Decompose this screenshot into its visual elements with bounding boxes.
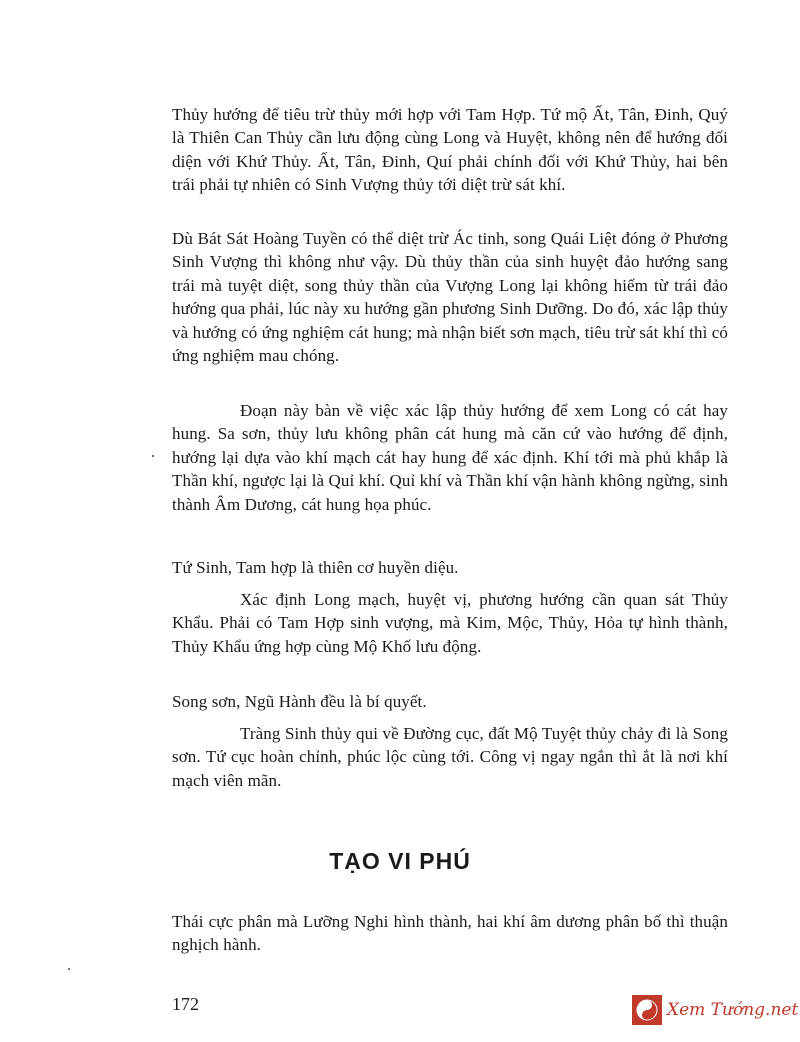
paragraph-4: Tứ Sinh, Tam hợp là thiên cơ huyền diệu. <box>172 558 459 577</box>
yin-yang-icon <box>632 995 662 1025</box>
watermark-text: Xem Tướng.net <box>667 1000 799 1020</box>
paragraph-5: Xác định Long mạch, huyệt vị, phương hướng cần quan sát Thủy Khẩu. Phải có Tam Hợp sinh vượng, mà Kim, Mộc, Thủy, Hỏa tự hình thành, Thủy Khẩu ứng hợp cùng Mộ Khố lưu động. <box>172 590 728 656</box>
paragraph-8: Thái cực phân mà Lưỡng Nghi hình thành, hai khí âm dương phân bố thì thuận nghịch hành. <box>172 912 728 955</box>
section-heading: TẠO VI PHÚ <box>329 848 471 874</box>
paragraph-3: Đoạn này bàn về việc xác lập thủy hướng để xem Long có cát hay hung. Sa sơn, thủy lưu không phân cát hung mà căn cứ vào hướng để định, hướng lại dựa vào khí mạch cát hay hung để xác định. Khí tới mà phủ khắp là Thần khí, ngược lại là Quỉ khí. Quỉ khí và Thần khí vận hành không ngừng, sinh thành Âm Dương, cát hung họa phúc. <box>172 401 728 514</box>
watermark <box>632 990 799 1030</box>
scan-speck <box>68 968 70 970</box>
paragraph-2: Dù Bát Sát Hoàng Tuyền có thể diệt trừ Ác tinh, song Quái Liệt đóng ở Phương Sinh Vượng thì không như vậy. Dù thủy thần của sinh huyệt đảo hướng sang trái mà tuyệt diệt, song thủy thần của Vượng Long lại không hiếm từ trái đảo hướng qua phải, lúc này xu hướng gần phương Sinh Dưỡng. Do đó, xác lập thủy và hướng có ứng nghiệm cát hung; mà nhận biết sơn mạch, tiêu trừ sát khí thì có ứng nghiệm mau chóng. <box>172 229 728 366</box>
paragraph-1: Thủy hướng để tiêu trừ thủy mới hợp với Tam Hợp. Tứ mộ Ất, Tân, Đinh, Quý là Thiên Can Thủy cần lưu động cùng Long và Huyệt, không nên để hướng đối diện với Khứ Thủy. Ất, Tân, Đinh, Quí phải chính đối với Khứ Thủy, hai bên trái phải tự nhiên có Sinh Vượng thủy tới diệt trừ sát khí. <box>172 105 728 195</box>
page-number: 172 <box>172 994 199 1014</box>
scan-speck <box>152 455 154 457</box>
paragraph-7: Tràng Sinh thủy qui về Đường cục, đất Mộ Tuyệt thủy chảy đi là Song sơn. Tứ cục hoàn chỉnh, phúc lộc cùng tới. Công vị ngay ngắn thì ắt là nơi khí mạch viên mãn. <box>172 724 728 790</box>
paragraph-6: Song sơn, Ngũ Hành đều là bí quyết. <box>172 692 427 711</box>
